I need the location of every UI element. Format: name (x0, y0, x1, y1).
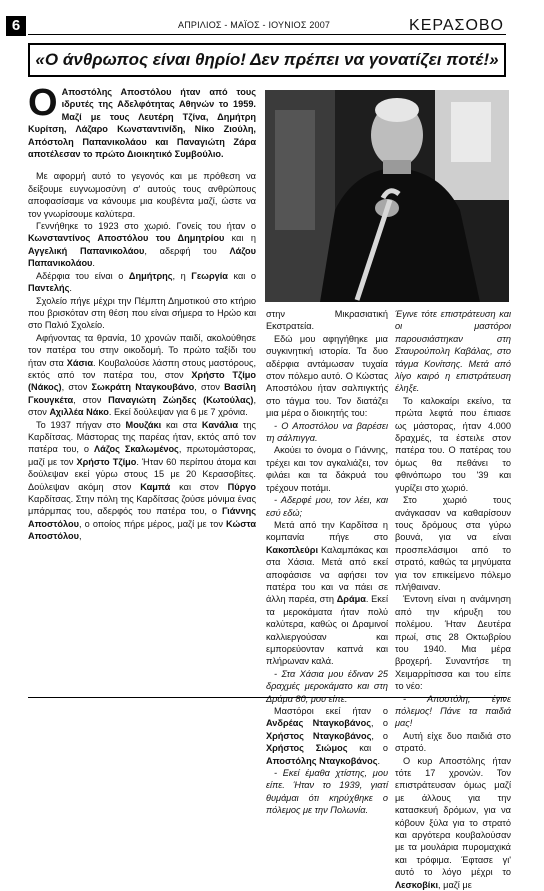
paragraph: Σχολείο πήγε μέχρι την Πέμπτη Δημοτικού στο κτήριο που βρισκόταν στη θέση που είναι σήμερα το Ηρώο και στο Παλιό Σχολείο. (28, 295, 256, 331)
paragraph: Αφήνοντας τα θρανία, 10 χρονών παιδί, ακολούθησε τον πατέρα του στην οικοδομή. Το πρώτο ταξίδι του ήταν στα Χάσια. Κουβαλούσε λάσπη στους μαστόρους, εκτός από τον πατέρα του, στον Χρήστο Τζίμο (Νάκος), στον Σωκράτη Νταγκουβάνο, στον Βασίλη Γκουγκέτα, στον Παναγιώτη Ζώηδες (Κωτούλας), στον Αχιλλέα Νάκο. Εκεί δούλεψαν για 6 με 7 χρόνια. (28, 332, 257, 418)
paragraph: Μετά από την Καρδίτσα η κομπανία πήγε στο Κακοπλεύρι Καλαμπάκας και στα Χάσια. Μετά από εκεί αποφάσισε να αφήσει τον πατέρα του και να πάει σε άλλη παρέα, στη Δράμα. Εκεί τα μεροκάματα ήταν πολύ καλύτερα, καθώς οι Δραμινοί καλλιεργούσαν και εμπορεύονταν καπνά και πλήρωναν καλά. (266, 519, 388, 667)
elderly-man-photo (265, 90, 509, 302)
photo-illustration (265, 90, 509, 302)
paragraph: Μαστόροι εκεί ήταν ο Ανδρέας Νταγκοβάνος, ο Χρήστος Νταγκοβάνος, ο Χρήστος Σιώμος και ο Αποστόλης Νταγκοβάνος. (266, 706, 389, 766)
page-number: 6 (6, 16, 26, 36)
quote: - Αποστόλη, έγινε πόλεμος! Πάνε τα παιδιά μας! (395, 693, 511, 729)
paragraph: Με αφορμή αυτό το γεγονός και με πρόθεση να δείξουμε ευγνωμοσύνη σ' αυτούς τους ανθρώπους αποφασίσαμε να κάνουμε μια κουβέντα μαζί, ώστε να τον γνωρίσουμε καλύτερα. (28, 171, 256, 219)
article-column-2 (266, 308, 388, 817)
paragraph: Αδέρφια του είναι ο Δημήτρης, η Γεωργία και ο Παντελής. (28, 270, 256, 294)
paragraph: Ο κυρ Αποστόλης ήταν τότε 17 χρονών. Τον επιστράτευσαν όμως μαζί με άλλους για την κατασκευή δρόμων, για να κόβουν ξύλα για το στρατό και αργότερα κουβαλούσαν με τα μουλάρια πυρομαχικά και τρόφιμα. Έφτασε γι' αυτό το λόγο μέχρι το Λεσκοβίκι, μαζί με (395, 755, 511, 890)
quote: - Στα Χάσια μου έδιναν 25 δραχμές μεροκάματο και στη Δράμα 80, μου είπε. (266, 668, 388, 704)
paragraph: Το 1937 πήγαν στο Μουζάκι και στα Κανάλια της Καρδίτσας. Μάστορας της παρέας ήταν, εκτός από τον πατέρα του, ο Λάζος Σκαλωμένος, πρωτομάστορας, μαζί με τον Χρήστο Τζίμο. Ήταν 60 περίπου άτομα και δούλεψαν εκεί γύρω στους 15 με 20 Κερασοβίτες. Δούλεψαν ακόμη στον Καμπά και στον Πύργο Καρδίτσας. Στην πόλη της Καρδίτσας ζούσε μόνιμα ένας μπάρμπας του, αδερφός του πατέρα του, ο Γιάννης Αποστόλου, ο οποίος πήρε μέρος, μαζί με τον Κώστα Αποστόλου, (28, 419, 256, 542)
paragraph: Το καλοκαίρι εκείνο, τα πρώτα λεφτά που έπιασε ως μάστορας, ήταν 4.000 δραχμές, τα έστειλε στον πατέρα του. Ο πατέρας του όμως θα πεθάνει το φθινόπωρο του '39 και γυρίζει στο χωριό. (395, 395, 511, 493)
quote: - Αδερφέ μου, τον λέει, και εσύ εδώ; (266, 495, 388, 518)
quote: - Ο Αποστόλου να βαρέσει τη σάλπιγγα. (266, 420, 388, 444)
quote: - Εκεί έμαθα χτίστης, μου είπε. Ήταν το 1939, γιατί θυμάμαι ότι κηρύχθηκε ο πόλεμος με την Πολωνία. (266, 768, 388, 816)
paragraph: Έγινε τότε επιστράτευση και οι μαστόροι παρουσιάστηκαν στη Σταυρούπολη Καβάλας, στο τάγμα Κονίτσης. Μετά από λίγο καιρό η επιστράτευση έληξε. (395, 309, 511, 394)
headline-box (28, 43, 506, 77)
section-title: ΚΕΡΑΣΟΒΟ (409, 17, 504, 34)
drop-cap: Ο (28, 82, 58, 124)
paragraph: στην Μικρασιατική Εκστρατεία. (266, 309, 388, 332)
headline: «Ο άνθρωπος είναι θηρίο! Δεν πρέπει να γονατίζει ποτέ!» (35, 50, 499, 69)
paragraph: Ακούει το όνομα ο Γιάννης, τρέχει και τον αγκαλιάζει, τον φιλάει και τα δάκρυά του τρέχουν ποτάμι. (266, 445, 388, 493)
footer-divider (28, 697, 506, 698)
header-divider (28, 34, 506, 35)
issue-date: ΑΠΡΙΛΙΟΣ - ΜΑΪΟΣ - ΙΟΥΝΙΟΣ 2007 (178, 20, 331, 30)
paragraph: Στο χωριό τους ανάγκασαν να καθαρίσουν τους δρόμους στα γύρω βουνά, για να είναι προσπελάσιμοι από το στρατό, καθώς τα μηνύματα για τον επικείμενο πόλεμο πλήθαιναν. (395, 495, 511, 592)
paragraph: Αυτή είχε δυο παιδιά στο στρατό. (395, 730, 511, 754)
article-column-1 (28, 82, 257, 543)
intro-text: Αποστόλης Αποστόλου ήταν από τους ιδρυτές της Αδελφότητας Αθηνών το 1959. Μαζί με τους Λευτέρη Τζίνα, Δημήτρη Κυρίτση, Λάζαρο Κωνσταντινίδη, Νίκο Ζιούλη, Απόστολη Παπανικολάου και Παναγιώτη Ζάρα αποτέλεσαν το πρώτο Διοικητικό Συμβούλιο. (28, 87, 256, 160)
intro-paragraph (28, 82, 256, 160)
paragraph: Εδώ μου αφηγήθηκε μια συγκινητική ιστορία. Τα δυο αδέρφια αντάμωσαν τυχαία στον πόλεμο αυτό. Ο Κώστας Αποστόλου ήταν σαλπιγκτής στο τάγμα του. Τον διατάζει μια μέρα ο διοικητής του: (266, 333, 388, 419)
article-column-3 (395, 308, 511, 891)
paragraph: Έντονη είναι η ανάμνηση από την κήρυξη του πολέμου. Ήταν Δευτέρα πρωί, στις 28 Οκτωβρίου του 1940. Μια μέρα βροχερή. Συναντήσε τη Χειμαρρίτισσα και του είπε το νέο: (395, 594, 511, 692)
paragraph: Γεννήθηκε το 1923 στο χωριό. Γονείς του ήταν ο Κωνσταντίνος Αποστόλου του Δημητρίου και η Αγγελική Παπανικολάου, αδερφή του Λάζου Παπανικολάου. (28, 221, 256, 269)
